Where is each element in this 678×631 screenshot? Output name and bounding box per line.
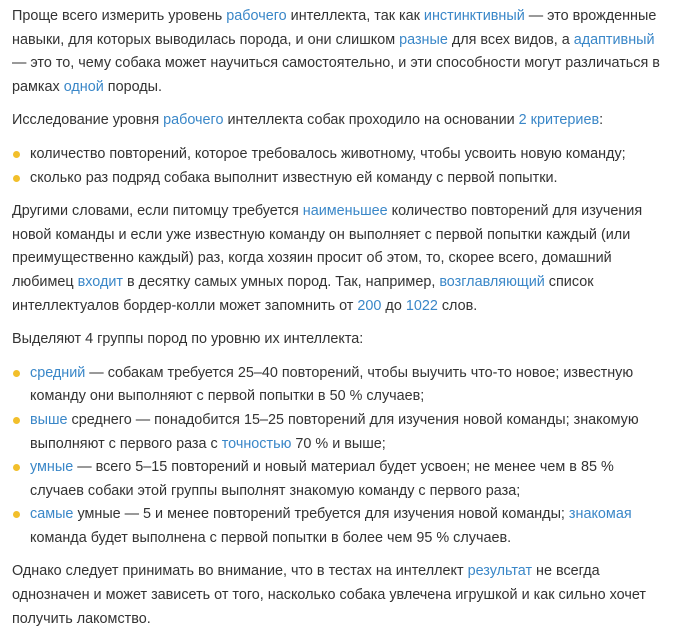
link-different[interactable]: разные (399, 31, 448, 48)
list-item: средний — собакам требуется 25–40 повторений, чтобы выучить что-то новое; известную команду они выполняют с первой попытки в 50 % случаев; (12, 362, 662, 409)
link-1022[interactable]: 1022 (405, 297, 438, 314)
list-item: сколько раз подряд собака выполнит известную ей команду с первой попытки. (12, 167, 662, 191)
link-two-criteria[interactable]: 2 критериев (518, 112, 600, 129)
link-heading[interactable]: возглавляющий (439, 273, 545, 290)
paragraph-research: Исследование уровня рабочего интеллекта собак проходило на основании 2 критериев: (12, 112, 604, 129)
list-item: умные — всего 5–15 повторений и новый материал будет усвоен; не менее чем в 85 % случаев собаки этой группы выполнят знакомую команду с первого раза; (12, 456, 662, 503)
bullet-dot-icon (13, 151, 20, 158)
link-average[interactable]: средний (30, 364, 86, 381)
link-instinctive[interactable]: инстинктивный (423, 8, 525, 24)
list-item: количество повторений, которое требовалось животному, чтобы усвоить новую команду; (12, 143, 662, 167)
link-most[interactable]: самые (30, 506, 74, 523)
link-adaptive[interactable]: адаптивный (573, 31, 655, 48)
bullet-dot-icon (13, 464, 20, 471)
paragraph-conclusion: Однако следует принимать во внимание, что в тестах на интеллект результат не всегда однозначен и может зависеть от того, насколько собака увлечена игрушкой и как сильно хочет получить лакомство. (12, 563, 646, 627)
link-least[interactable]: наименьшее (302, 203, 388, 220)
list-item: выше среднего — понадобится 15–25 повторений для изучения новой команды; знакомую выполняют с первого раза с точностью 70 % и выше; (12, 409, 662, 456)
paragraph-explanation: Другими словами, если питомцу требуется наименьшее количество повторений для изучения новой команды и если уже известную команду он выполняет с первой попытки каждый (или преимущественно каждый) раз, когда хозяин просит об этом, то, скорее всего, домашний любимец входит в десятку самых умных пород. Так, например, возглавляющий список интеллектуалов бордер-колли может запомнить от 200 до 1022 слов. (12, 203, 643, 314)
link-working-2[interactable]: рабочего (163, 112, 224, 129)
groups-list (12, 362, 662, 551)
list-item: самые умные — 5 и менее повторений требуется для изучения новой команды; знакомая команда будет выполнена с первой попытки в более чем 95 % случаев. (12, 503, 662, 550)
link-working[interactable]: рабочего (226, 8, 287, 24)
bullet-dot-icon (13, 370, 20, 377)
link-accuracy[interactable]: точностью (221, 435, 292, 452)
bullet-dot-icon (13, 511, 20, 518)
link-above[interactable]: выше (30, 411, 68, 428)
paragraph-groups-heading: Выделяют 4 группы пород по уровню их интеллекта: (12, 331, 364, 348)
link-result[interactable]: результат (467, 563, 533, 580)
bullet-dot-icon (13, 417, 20, 424)
criteria-list (12, 143, 662, 190)
link-familiar[interactable]: знакомая (568, 506, 632, 523)
bullet-dot-icon (13, 175, 20, 182)
link-200[interactable]: 200 (357, 297, 382, 314)
link-enters[interactable]: входит (77, 273, 124, 290)
link-one[interactable]: одной (63, 78, 104, 95)
paragraph-intro: Проще всего измерить уровень рабочего интеллекта, так как инстинктивный — это врожденные навыки, для которых выводилась порода, и они слишком разные для всех видов, а адаптивный — это то, чему собака может научиться самостоятельно, и эти способности могут различаться в рамках одной породы. (12, 8, 660, 95)
link-smart[interactable]: умные (30, 459, 74, 476)
